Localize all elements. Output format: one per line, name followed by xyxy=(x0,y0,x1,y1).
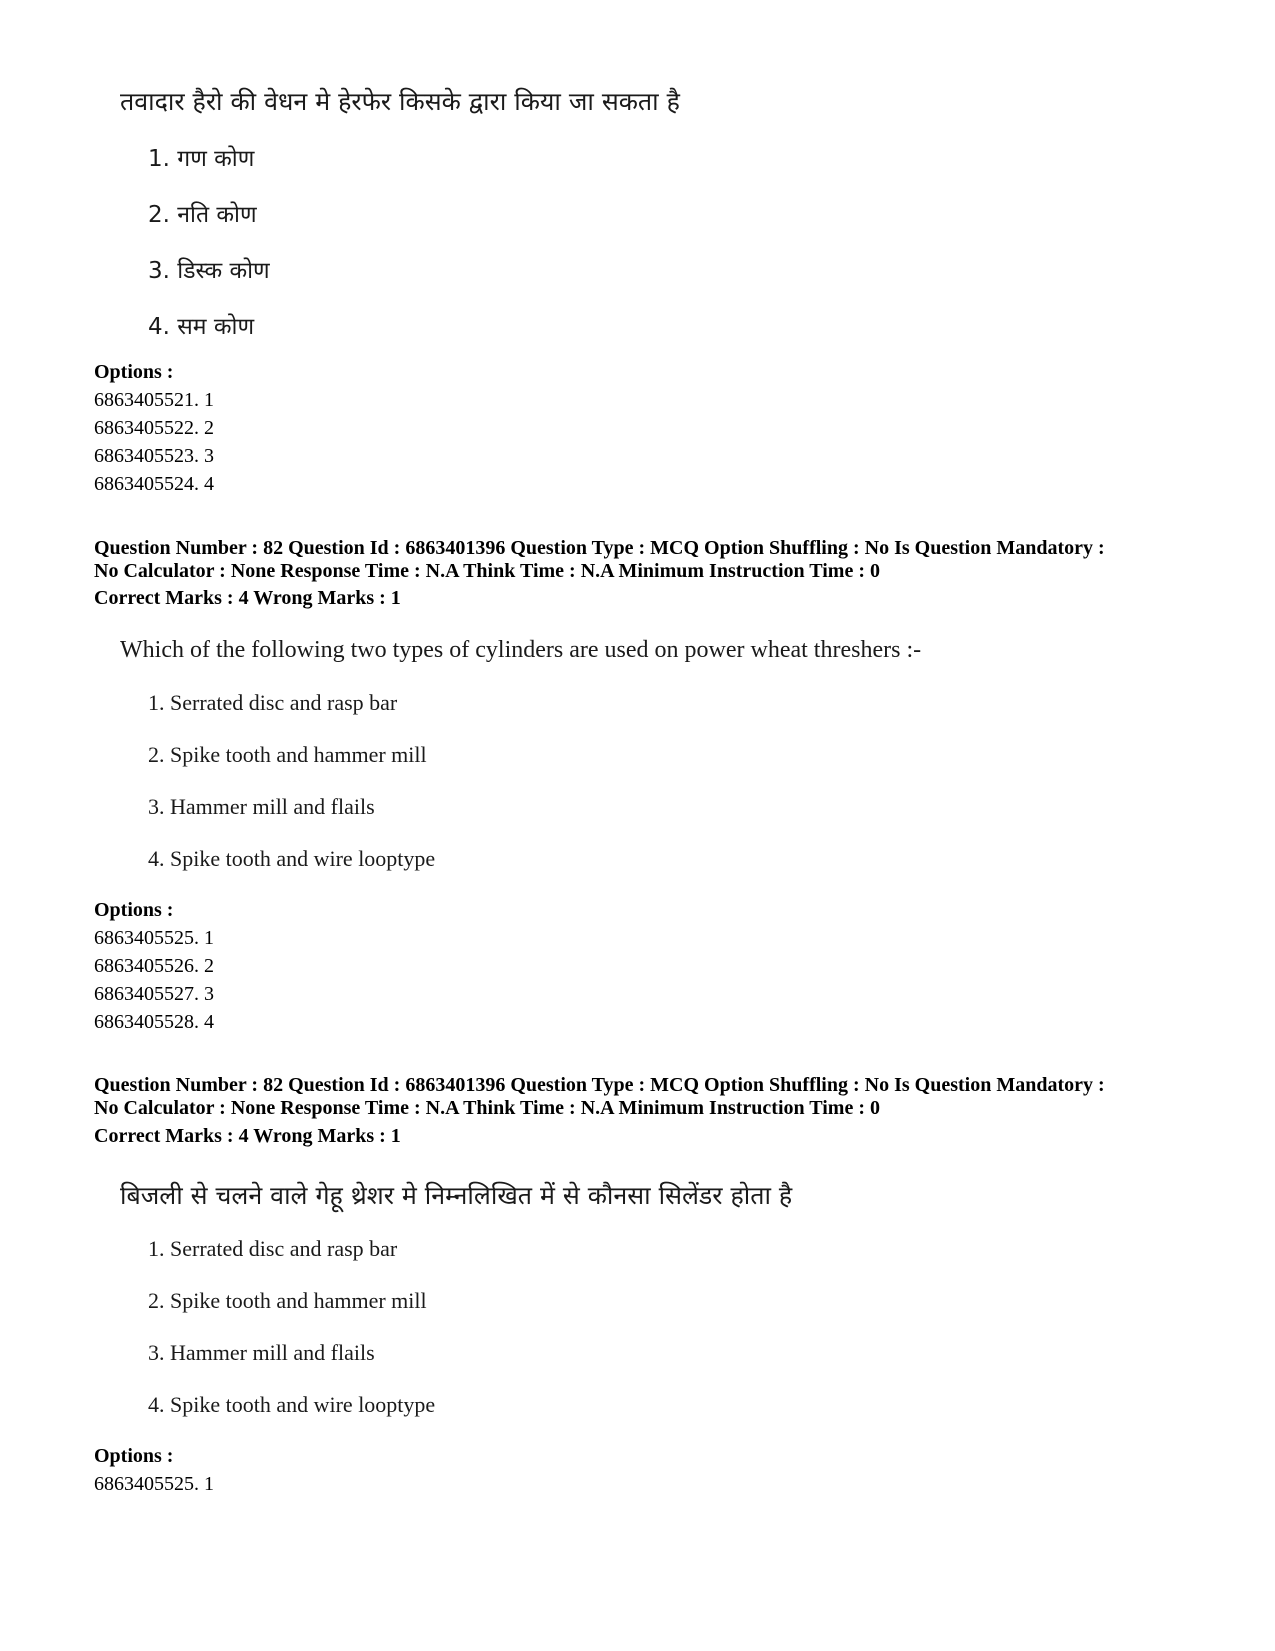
question-choice: 2. नति कोण xyxy=(148,202,257,228)
question-meta: No Calculator : None Response Time : N.A Think Time : N.A Minimum Instruction Time : 0 xyxy=(94,560,880,582)
option-id: 6863405527. 3 xyxy=(94,983,214,1005)
question-choice: 4. Spike tooth and wire looptype xyxy=(148,1392,436,1417)
question-choice: 1. गण कोण xyxy=(148,146,255,172)
question-choice: 1. Serrated disc and rasp bar xyxy=(148,1236,398,1261)
question-marks: Correct Marks : 4 Wrong Marks : 1 xyxy=(94,587,401,609)
options-label: Options : xyxy=(94,899,174,921)
question-meta: Question Number : 82 Question Id : 6863401396 Question Type : MCQ Option Shuffling : No Is Question Mandatory : xyxy=(94,1074,1105,1096)
question-choice: 1. Serrated disc and rasp bar xyxy=(148,690,398,715)
options-label: Options : xyxy=(94,1445,174,1467)
option-id: 6863405524. 4 xyxy=(94,473,214,495)
question-choice: 4. Spike tooth and wire looptype xyxy=(148,846,436,871)
question-choice: 3. डिस्क कोण xyxy=(148,258,270,284)
option-id: 6863405522. 2 xyxy=(94,417,214,439)
option-id: 6863405525. 1 xyxy=(94,927,214,949)
question-text: तवादार हैरो की वेधन मे हेरफेर किसके द्वारा किया जा सकता है xyxy=(120,87,680,116)
options-label: Options : xyxy=(94,361,174,383)
question-text: Which of the following two types of cylinders are used on power wheat threshers :- xyxy=(120,637,922,663)
question-marks: Correct Marks : 4 Wrong Marks : 1 xyxy=(94,1125,401,1147)
option-id: 6863405526. 2 xyxy=(94,955,214,977)
question-choice: 2. Spike tooth and hammer mill xyxy=(148,1288,427,1313)
question-choice: 3. Hammer mill and flails xyxy=(148,1340,375,1365)
question-text: बिजली से चलने वाले गेहू थ्रेशर मे निम्नलिखित में से कौनसा सिलेंडर होता है xyxy=(120,1181,793,1210)
question-choice: 4. सम कोण xyxy=(148,314,255,340)
option-id: 6863405523. 3 xyxy=(94,445,214,467)
option-id: 6863405525. 1 xyxy=(94,1473,214,1495)
question-meta: No Calculator : None Response Time : N.A Think Time : N.A Minimum Instruction Time : 0 xyxy=(94,1097,880,1119)
question-meta: Question Number : 82 Question Id : 6863401396 Question Type : MCQ Option Shuffling : No Is Question Mandatory : xyxy=(94,537,1105,559)
option-id: 6863405521. 1 xyxy=(94,389,214,411)
question-choice: 3. Hammer mill and flails xyxy=(148,794,375,819)
question-choice: 2. Spike tooth and hammer mill xyxy=(148,742,427,767)
option-id: 6863405528. 4 xyxy=(94,1011,214,1033)
